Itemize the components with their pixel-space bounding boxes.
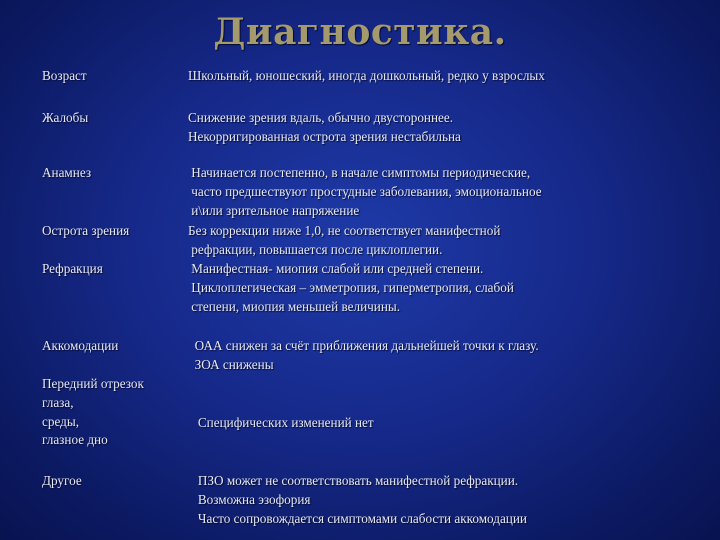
row-text-accommodation: ОАА снижен за счёт приближения дальнейшей точки к глазу. ЗОА снижены [194, 338, 539, 372]
row-label-age: Возраст [42, 68, 87, 83]
row-text-anamnesis: Начинается постепенно, в начале симптомы периодические, часто предшествуют простудные заболевания, эмоциональное и\или зрительное напряжение [191, 165, 542, 218]
row-label-anterior-segment: Передний отрезок глаза, среды, глазное дно [42, 376, 144, 448]
row-text-age: Школьный, юношеский, иногда дошкольный, редко у взрослых [188, 68, 545, 83]
row-text-refraction: Манифестная- миопия слабой или средней степени. Циклоплегическая – эмметропия, гиперметропия, слабой степени, миопия меньшей величины. [191, 261, 514, 314]
row-label-other: Другое [42, 473, 82, 488]
row-text-complaints: Снижение зрения вдаль, обычно двустороннее. Некорригированная острота зрения нестабильна [188, 110, 461, 144]
row-label-accommodation: Аккомодации [42, 338, 119, 353]
row-label-visual-acuity: Острота зрения [42, 223, 130, 238]
row-text-visual-acuity: Без коррекции ниже 1,0, не соответствует манифестной рефракции, повышается после циклоплегии. [188, 223, 501, 257]
row-label-complaints: Жалобы [42, 110, 89, 125]
row-label-refraction: Рефракция [42, 261, 103, 276]
row-text-anterior-segment: Специфических изменений нет [188, 415, 374, 430]
slide-title: Диагностика. [213, 11, 507, 53]
row-label-anamnesis: Анамнез [42, 165, 92, 180]
row-text-other: ПЗО может не соответствовать манифестной рефракции. Возможна эзофория Часто сопровождается симптомами слабости аккомодации [197, 473, 527, 526]
